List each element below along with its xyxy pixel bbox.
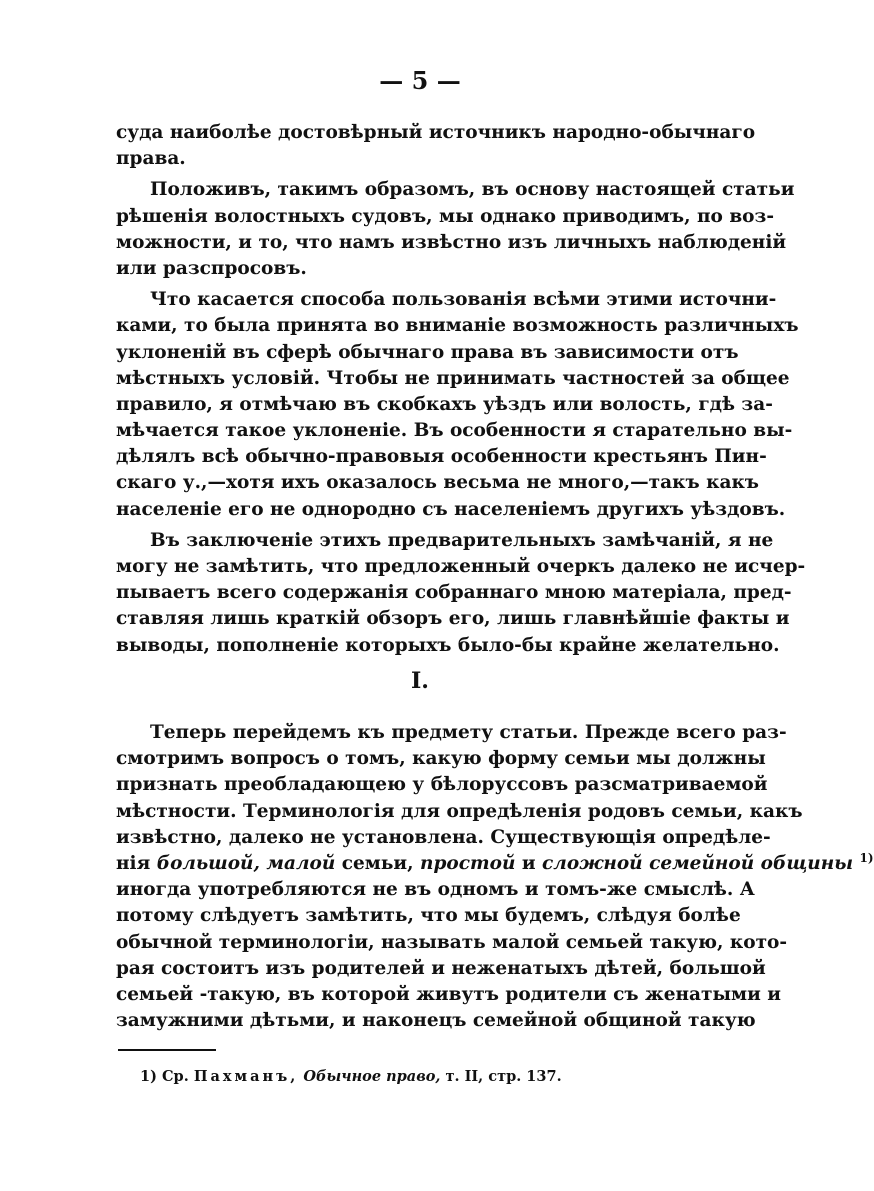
body-text-block-2 bbox=[116, 720, 874, 1034]
text-line: ставляя лишь краткій обзоръ его, лишь главнѣйшіе факты и bbox=[116, 608, 790, 630]
text-line: или разспросовъ. bbox=[116, 257, 307, 279]
text-line-with-italics: нія большой, малой семьи, простой и сложной семейной общины $^{1)}$ bbox=[116, 850, 874, 874]
text-line: Въ заключеніе этихъ предварительныхъ замѣчаній, я не bbox=[150, 529, 774, 551]
text-line: Положивъ, такимъ образомъ, въ основу настоящей статьи bbox=[150, 179, 795, 201]
text-line: обычной терминологіи, называть малой семьей такую, кото- bbox=[116, 931, 788, 953]
text-line: потому слѣдуетъ замѣтить, что мы будемъ, слѣдуя болѣе bbox=[116, 905, 741, 927]
text-line: замужними дѣтьми, и наконецъ семейной общиной такую bbox=[116, 1010, 756, 1032]
text-line: ками, то была принята во вниманіе возможность различныхъ bbox=[116, 315, 799, 337]
text-line: населеніе его не однородно съ населеніемъ другихъ уѣздовъ. bbox=[116, 498, 786, 520]
footnote-title: Обычное право, bbox=[303, 1068, 441, 1085]
italic-term: простой bbox=[420, 852, 516, 874]
text-line: могу не замѣтить, что предложенный очеркъ далеко не исчер- bbox=[116, 556, 806, 577]
text-line: иногда употребляются не въ одномъ и томъ-же смыслѣ. А bbox=[116, 879, 755, 901]
italic-term: сложной семейной общины bbox=[542, 852, 854, 874]
text-line: можности, и то, что намъ извѣстно изъ личныхъ наблюденій bbox=[116, 231, 787, 253]
section-heading: I. bbox=[411, 668, 429, 694]
footnote-author: Пахманъ, bbox=[193, 1068, 299, 1085]
footnote bbox=[140, 1068, 562, 1085]
text-line: мѣчается такое уклоненіе. Въ особенности я старательно вы- bbox=[116, 420, 793, 442]
text-line: Что касается способа пользованія всѣми этими источни- bbox=[150, 289, 777, 311]
text-line: смотримъ вопросъ о томъ, какую форму семьи мы должны bbox=[116, 748, 766, 770]
italic-term: большой, малой bbox=[156, 852, 336, 874]
text-line: мѣстныхъ условій. Чтобы не принимать частностей за общее bbox=[116, 367, 790, 389]
text-line: рѣшенія волостныхъ судовъ, мы однако приводимъ, по воз- bbox=[116, 205, 775, 227]
text-line: Теперь перейдемъ къ предмету статьи. Прежде всего раз- bbox=[150, 722, 787, 743]
text-line: признать преобладающею у бѣлоруссовъ разсматриваемой bbox=[116, 774, 768, 796]
text-line: правило, я отмѣчаю въ скобкахъ уѣздъ или волость, гдѣ за- bbox=[116, 393, 773, 415]
body-text-block-1 bbox=[116, 120, 806, 659]
text-line: извѣстно, далеко не установлена. Существующія опредѣле- bbox=[116, 826, 771, 848]
footnote-reference[interactable]: 1) bbox=[859, 850, 874, 865]
text-line: рая состоитъ изъ родителей и неженатыхъ дѣтей, большой bbox=[116, 957, 766, 979]
footnote-reference-detail: т. II, стр. 137. bbox=[445, 1068, 562, 1085]
text-line: пываетъ всего содержанія собраннаго мною матеріала, пред- bbox=[116, 582, 792, 604]
text-line: семьей -такую, въ которой живутъ родители съ женатыми и bbox=[116, 983, 781, 1005]
footnote-divider bbox=[118, 1049, 216, 1051]
footnote-marker: 1) bbox=[140, 1068, 157, 1085]
footnote-prefix: Ср. bbox=[162, 1068, 189, 1085]
text-line: дѣлялъ всѣ обычно-правовыя особенности крестьянъ Пин- bbox=[116, 446, 767, 468]
text-line: скаго у.,—хотя ихъ оказалось весьма не много,—такъ какъ bbox=[116, 472, 760, 494]
text-line: уклоненій въ сферѣ обычнаго права въ зависимости отъ bbox=[116, 341, 739, 363]
text-line: мѣстности. Терминологія для опредѣленія родовъ семьи, какъ bbox=[116, 800, 803, 822]
text-line: суда наиболѣе достовѣрный источникъ народно-обычнаго bbox=[116, 122, 756, 143]
page-number: — 5 — bbox=[379, 66, 461, 95]
text-line: выводы, пополненіе которыхъ было-бы крайне желательно. bbox=[116, 634, 780, 656]
text-line: права. bbox=[116, 148, 186, 170]
